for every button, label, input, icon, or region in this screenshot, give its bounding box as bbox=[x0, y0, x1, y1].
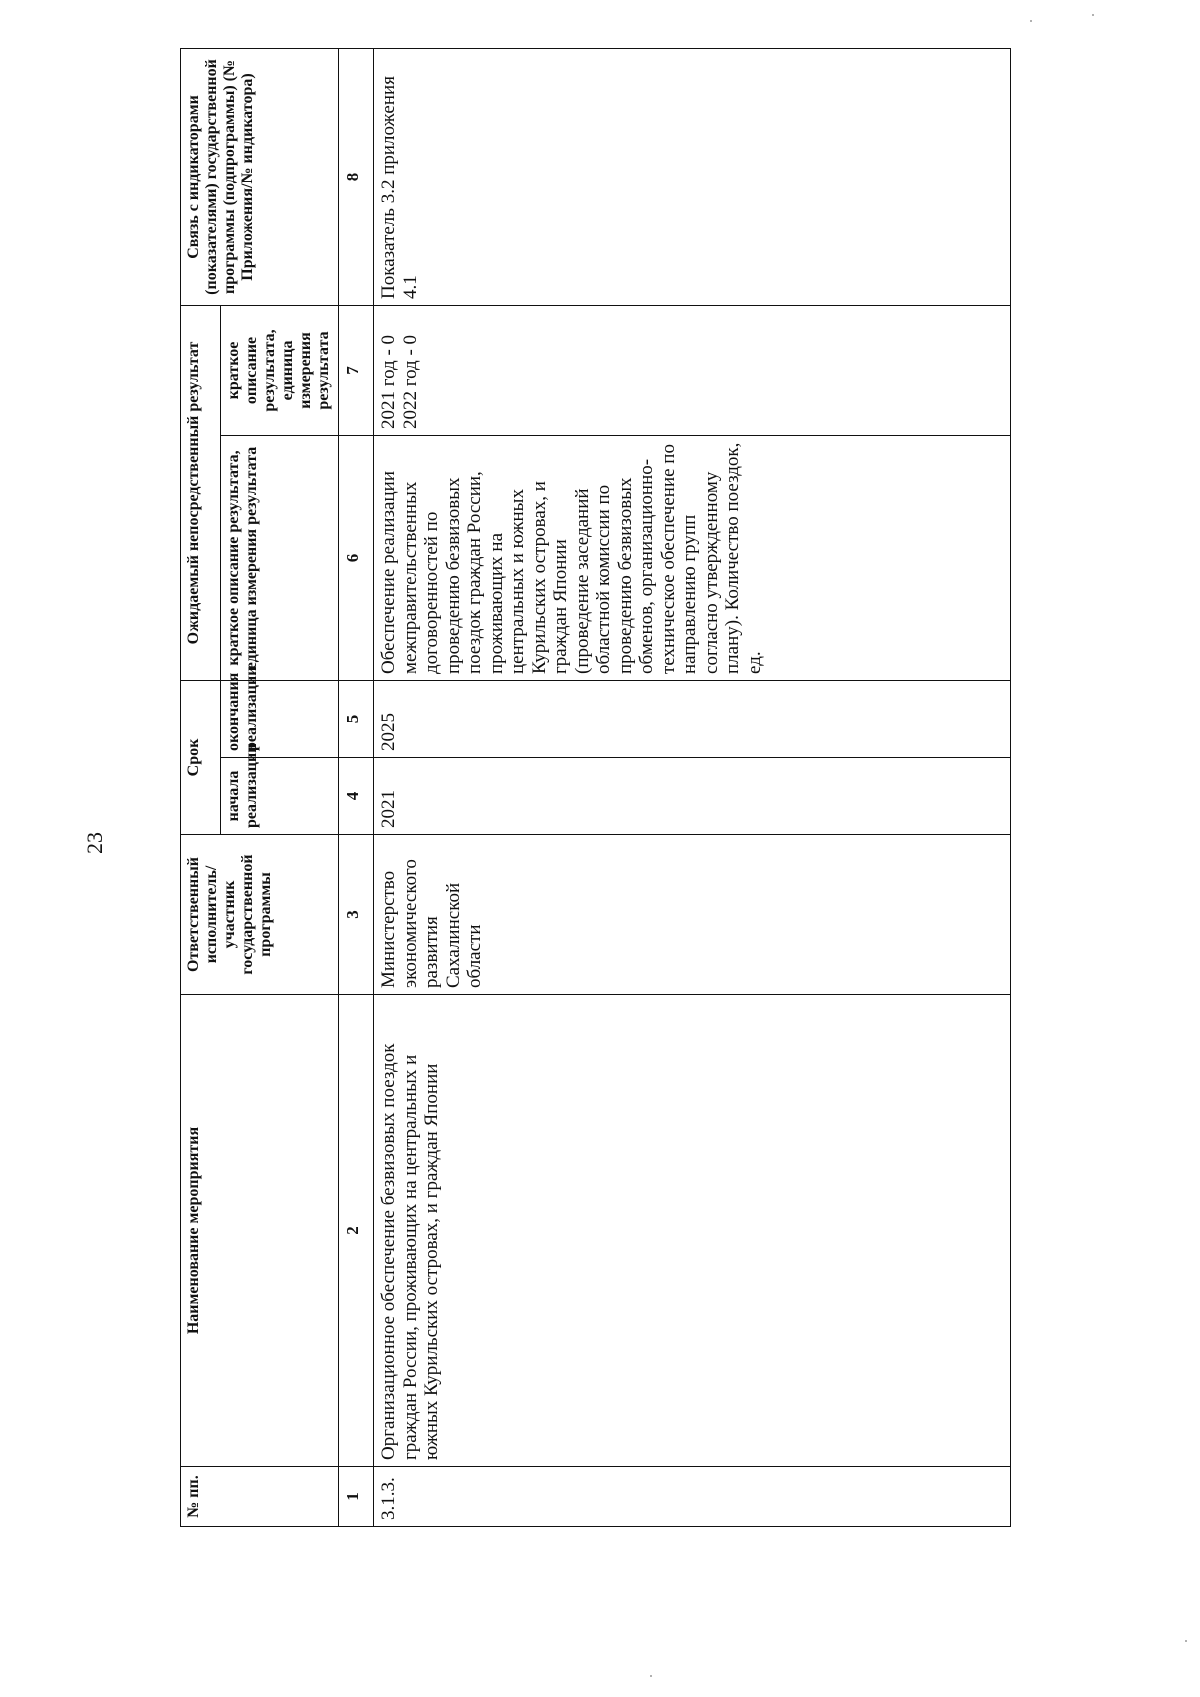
column-number-row bbox=[339, 48, 374, 1526]
page-number: 23 bbox=[82, 832, 107, 854]
header-number: № пп. bbox=[181, 1467, 339, 1527]
header-term: Срок bbox=[181, 680, 221, 834]
header-result-description: краткое описание результата, единица измерения результата bbox=[221, 435, 339, 680]
column-number: 8 bbox=[339, 48, 374, 305]
table-row bbox=[374, 48, 1011, 1526]
header-end: окончания реализации bbox=[221, 680, 339, 757]
column-number: 5 bbox=[339, 680, 374, 757]
scan-speck bbox=[650, 1675, 652, 1677]
row-number: 3.1.3. bbox=[374, 1467, 1011, 1527]
header-start: начала реализации bbox=[221, 758, 339, 835]
column-number: 7 bbox=[339, 305, 374, 435]
start-year: 2021 bbox=[374, 758, 1011, 835]
result-value: 2021 год - 0 bbox=[378, 334, 399, 429]
header-result-unit: краткое описание результата, единица измерения результата bbox=[221, 305, 339, 435]
executor: Министерство экономического развития Сахалинской области bbox=[374, 835, 1011, 995]
scan-speck bbox=[1185, 1640, 1187, 1642]
measure-name: Организационное обеспечение безвизовых поездок граждан России, проживающих на центральных и южных Курильских островах, и граждан Японии bbox=[374, 995, 1011, 1467]
scan-speck bbox=[1030, 20, 1032, 22]
header-indicator-link: Связь с индикаторами (показателями) государственной программы (подпрограммы) (№ Приложения/№ индикатора) bbox=[181, 48, 339, 305]
column-number: 1 bbox=[339, 1467, 374, 1527]
column-number: 6 bbox=[339, 435, 374, 680]
indicator-link: Показатель 3.2 приложения 4.1 bbox=[374, 48, 1011, 305]
result-description: Обеспечение реализации межправительственных договоренностей по проведению безвизовых поездок граждан России, проживающих на центральных и южных Курильских островах, и граждан Японии (проведение заседаний областной комиссии по проведению безвизовых обменов, организационно-техническое обеспечение по направлению групп согласно утвержденному плану). Количество поездок, ед. bbox=[374, 435, 1011, 680]
measures-table bbox=[180, 48, 1011, 1527]
header-executor: Ответственный исполнитель/участник государственной программы bbox=[181, 835, 339, 995]
column-number: 2 bbox=[339, 995, 374, 1467]
measures-table-container bbox=[180, 49, 1115, 1527]
column-number: 3 bbox=[339, 835, 374, 995]
end-year: 2025 bbox=[374, 680, 1011, 757]
column-number: 4 bbox=[339, 758, 374, 835]
result-value: 2022 год - 0 bbox=[399, 334, 421, 429]
result-values bbox=[374, 305, 1011, 435]
header-expected-result: Ожидаемый непосредственный результат bbox=[181, 305, 221, 680]
header-measure-name: Наименование мероприятия bbox=[181, 995, 339, 1467]
scan-speck bbox=[1092, 14, 1094, 16]
